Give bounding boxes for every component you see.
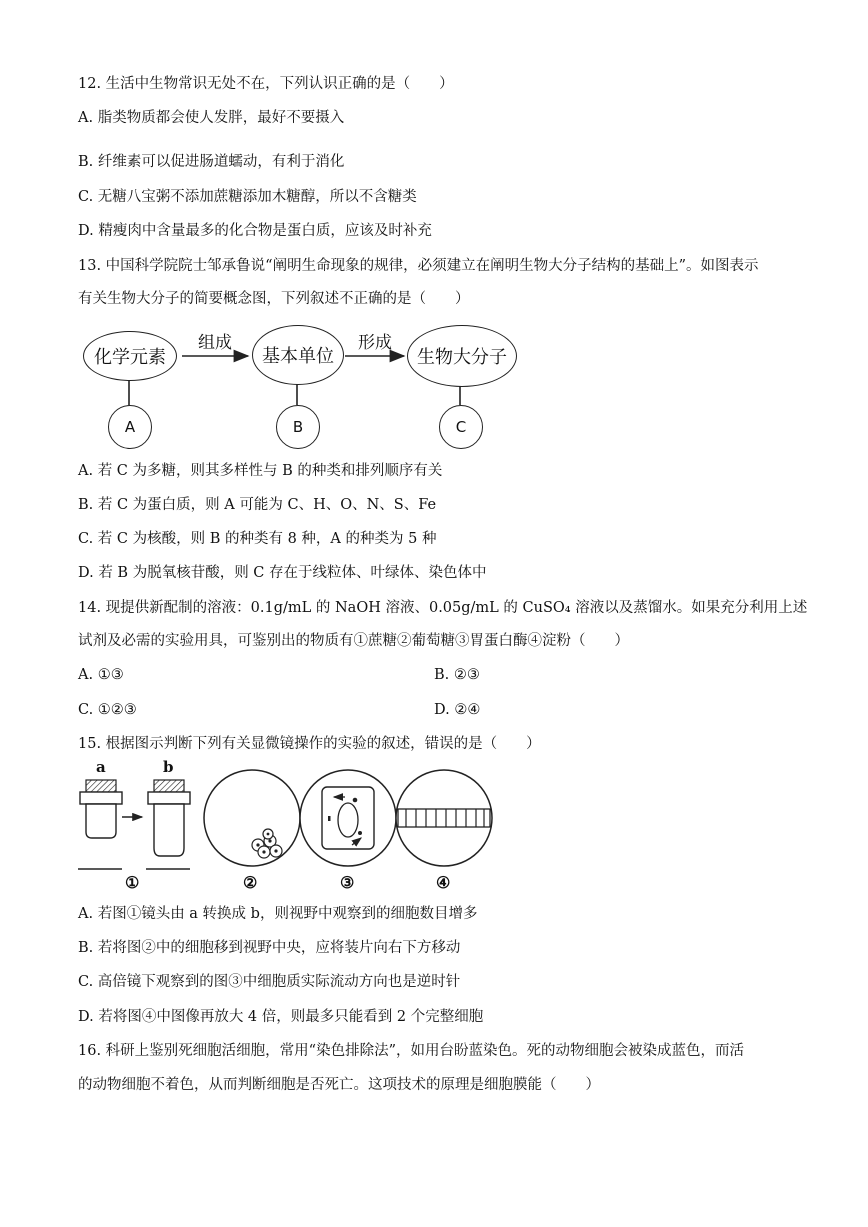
q15-option-a: A. 若图①镜头由 a 转换成 b，则视野中观察到的细胞数目增多 bbox=[78, 906, 478, 922]
arrow-label-compose: 组成 bbox=[198, 333, 232, 353]
q14-stem-line2: 试剂及必需的实验用具，可鉴别出的物质有①蔗糖②葡萄糖③胃蛋白酶④淀粉（ ） bbox=[78, 633, 629, 649]
q15-option-c: C. 高倍镜下观察到的图③中细胞质实际流动方向也是逆时针 bbox=[78, 974, 461, 990]
arrow-label-form: 形成 bbox=[358, 333, 392, 353]
q15-option-b: B. 若将图②中的细胞移到视野中央，应将装片向右下方移动 bbox=[78, 940, 461, 956]
q13-option-a: A. 若 C 为多糖，则其多样性与 B 的种类和排列顺序有关 bbox=[78, 463, 443, 479]
q14-stem-line1: 14. 现提供新配制的溶液：0.1g/mL 的 NaOH 溶液、0.05g/mL 的 CuSO₄ 溶液以及蒸馏水。如果充分利用上述 bbox=[78, 600, 808, 616]
q14-option-a: A. ①③ bbox=[78, 667, 124, 683]
lens-b-label: b bbox=[163, 758, 174, 776]
q12-stem: 12. 生活中生物常识无处不在，下列认识正确的是（ ） bbox=[78, 76, 454, 92]
q14-option-d: D. ②④ bbox=[434, 702, 481, 718]
q14-option-b: B. ②③ bbox=[434, 667, 480, 683]
q12-option-c: C. 无糖八宝粥不添加蔗糖添加木糖醇，所以不含糖类 bbox=[78, 189, 417, 205]
node-chemical-elements: 化学元素 bbox=[83, 331, 177, 381]
circle-c: C bbox=[439, 405, 483, 449]
q13-option-b: B. 若 C 为蛋白质，则 A 可能为 C、H、O、N、S、Fe bbox=[78, 497, 437, 513]
q13-stem-line2: 有关生物大分子的简要概念图，下列叙述不正确的是（ ） bbox=[78, 291, 470, 307]
q14-option-c: C. ①②③ bbox=[78, 702, 137, 718]
field-of-view-4 bbox=[396, 770, 492, 866]
q13-stem-line1: 13. 中国科学院院士邹承鲁说“阐明生命现象的规律，必须建立在阐明生物大分子结构的基础上”。如图表示 bbox=[78, 258, 759, 274]
q16-stem-line2: 的动物细胞不着色，从而判断细胞是否死亡。这项技术的原理是细胞膜能（ ） bbox=[78, 1077, 600, 1093]
q12-option-a: A. 脂类物质都会使人发胖，最好不要摄入 bbox=[78, 110, 345, 126]
figure-label-4: ④ bbox=[436, 873, 451, 892]
circle-b: B bbox=[276, 405, 320, 449]
q12-option-b: B. 纤维素可以促进肠道蠕动，有利于消化 bbox=[78, 154, 345, 170]
node-macromolecules: 生物大分子 bbox=[407, 325, 517, 387]
figure-label-2: ② bbox=[243, 873, 258, 892]
field-of-view-3 bbox=[300, 770, 396, 866]
q12-option-d: D. 精瘦肉中含量最多的化合物是蛋白质，应该及时补充 bbox=[78, 223, 432, 239]
objective-lens-b bbox=[146, 780, 190, 869]
q16-stem-line1: 16. 科研上鉴别死细胞活细胞，常用“染色排除法”，如用台盼蓝染色。死的动物细胞会被染成蓝色，而活 bbox=[78, 1043, 744, 1059]
q13-option-d: D. 若 B 为脱氧核苷酸，则 C 存在于线粒体、叶绿体、染色体中 bbox=[78, 565, 487, 581]
figure-label-3: ③ bbox=[340, 873, 355, 892]
field-of-view-2 bbox=[204, 770, 300, 866]
node-basic-units: 基本单位 bbox=[252, 325, 344, 385]
q15-stem: 15. 根据图示判断下列有关显微镜操作的实验的叙述，错误的是（ ） bbox=[78, 736, 541, 752]
q13-option-c: C. 若 C 为核酸，则 B 的种类有 8 种，A 的种类为 5 种 bbox=[78, 531, 437, 547]
q15-option-d: D. 若将图④中图像再放大 4 倍，则最多只能看到 2 个完整细胞 bbox=[78, 1009, 484, 1025]
objective-lens-a bbox=[78, 780, 122, 869]
figure-label-1: ① bbox=[125, 873, 140, 892]
lens-a-label: a bbox=[96, 758, 106, 776]
circle-a: A bbox=[108, 405, 152, 449]
